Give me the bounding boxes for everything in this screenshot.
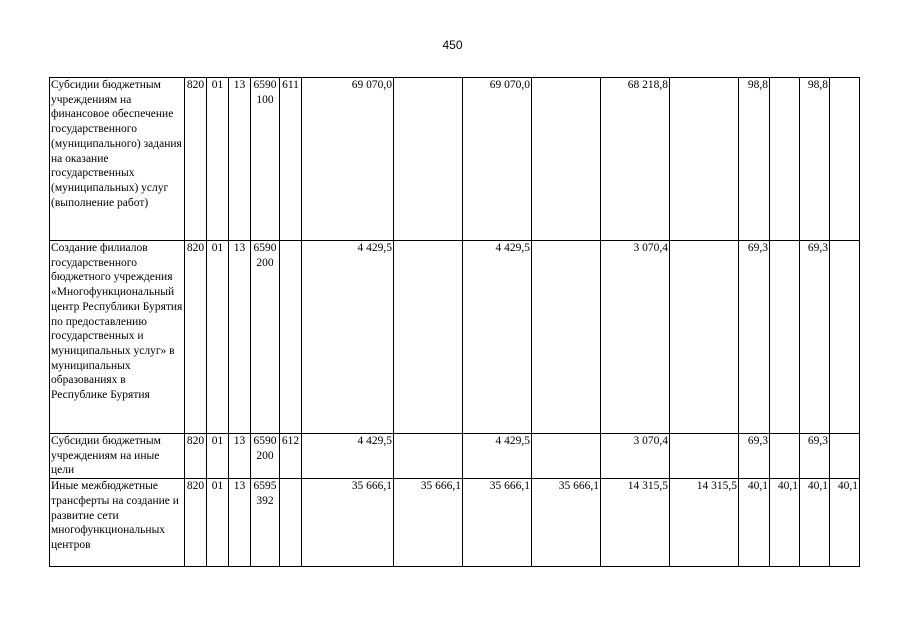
page-number: 450 (442, 38, 463, 52)
pct-refined-total-cell: 40,1 (800, 479, 830, 567)
plan-total-cell: 69 070,0 (302, 78, 394, 241)
section-code-cell: 01 (207, 78, 229, 241)
pct-plan-federal-cell (770, 434, 800, 479)
refined-federal-cell (532, 241, 601, 434)
ved-code-cell: 820 (185, 434, 207, 479)
executed-total-cell: 68 218,8 (601, 78, 670, 241)
row-name-cell: Субсидии бюджетным учреждениям на иные цели (50, 434, 185, 479)
target-article-cell: 6595 392 (251, 479, 280, 567)
plan-federal-cell (394, 434, 463, 479)
pct-plan-federal-cell (770, 78, 800, 241)
ved-code-cell: 820 (185, 241, 207, 434)
executed-federal-cell: 14 315,5 (670, 479, 739, 567)
pct-refined-federal-cell (830, 241, 860, 434)
table-row (50, 241, 860, 434)
executed-total-cell: 3 070,4 (601, 241, 670, 434)
expense-type-cell (280, 479, 302, 567)
refined-total-cell: 4 429,5 (463, 241, 532, 434)
refined-federal-cell (532, 78, 601, 241)
refined-federal-cell (532, 434, 601, 479)
pct-plan-total-cell: 98,8 (739, 78, 770, 241)
ved-code-cell: 820 (185, 479, 207, 567)
executed-total-cell: 3 070,4 (601, 434, 670, 479)
subsection-code-cell: 13 (229, 479, 251, 567)
pct-refined-federal-cell (830, 434, 860, 479)
refined-total-cell: 69 070,0 (463, 78, 532, 241)
executed-federal-cell (670, 241, 739, 434)
target-article-cell: 6590 200 (251, 241, 280, 434)
expense-type-cell (280, 241, 302, 434)
row-name-cell: Иные межбюджетные трансферты на создание и развитие сети многофункциональных центров (50, 479, 185, 567)
target-article-cell: 6590 200 (251, 434, 280, 479)
pct-refined-total-cell: 69,3 (800, 434, 830, 479)
plan-federal-cell (394, 78, 463, 241)
expense-type-cell: 611 (280, 78, 302, 241)
section-code-cell: 01 (207, 479, 229, 567)
subsection-code-cell: 13 (229, 241, 251, 434)
pct-refined-federal-cell (830, 78, 860, 241)
pct-refined-federal-cell: 40,1 (830, 479, 860, 567)
section-code-cell: 01 (207, 434, 229, 479)
expense-type-cell: 612 (280, 434, 302, 479)
subsection-code-cell: 13 (229, 434, 251, 479)
executed-federal-cell (670, 78, 739, 241)
row-name-cell: Субсидии бюджетным учреждениям на финансовое обеспечение государственного (муниципального) задания на оказание государственных (муниципальных) услуг (выполнение работ) (50, 78, 185, 241)
refined-total-cell: 4 429,5 (463, 434, 532, 479)
pct-plan-federal-cell (770, 241, 800, 434)
plan-federal-cell: 35 666,1 (394, 479, 463, 567)
budget-table-body (50, 78, 860, 567)
ved-code-cell: 820 (185, 78, 207, 241)
target-article-cell: 6590 100 (251, 78, 280, 241)
table-row (50, 78, 860, 241)
refined-total-cell: 35 666,1 (463, 479, 532, 567)
section-code-cell: 01 (207, 241, 229, 434)
budget-table (49, 77, 860, 567)
refined-federal-cell: 35 666,1 (532, 479, 601, 567)
executed-total-cell: 14 315,5 (601, 479, 670, 567)
subsection-code-cell: 13 (229, 78, 251, 241)
pct-plan-total-cell: 69,3 (739, 434, 770, 479)
row-name-cell: Создание филиалов государственного бюджетного учреждения «Многофункциональный центр Республики Бурятия по предоставлению государственных и муниципальных услуг» в муниципальных образованиях в Республике Бурятия (50, 241, 185, 434)
pct-plan-federal-cell: 40,1 (770, 479, 800, 567)
table-row (50, 479, 860, 567)
plan-total-cell: 4 429,5 (302, 241, 394, 434)
table-row (50, 434, 860, 479)
pct-refined-total-cell: 69,3 (800, 241, 830, 434)
pct-plan-total-cell: 69,3 (739, 241, 770, 434)
pct-plan-total-cell: 40,1 (739, 479, 770, 567)
plan-total-cell: 35 666,1 (302, 479, 394, 567)
executed-federal-cell (670, 434, 739, 479)
plan-federal-cell (394, 241, 463, 434)
plan-total-cell: 4 429,5 (302, 434, 394, 479)
pct-refined-total-cell: 98,8 (800, 78, 830, 241)
